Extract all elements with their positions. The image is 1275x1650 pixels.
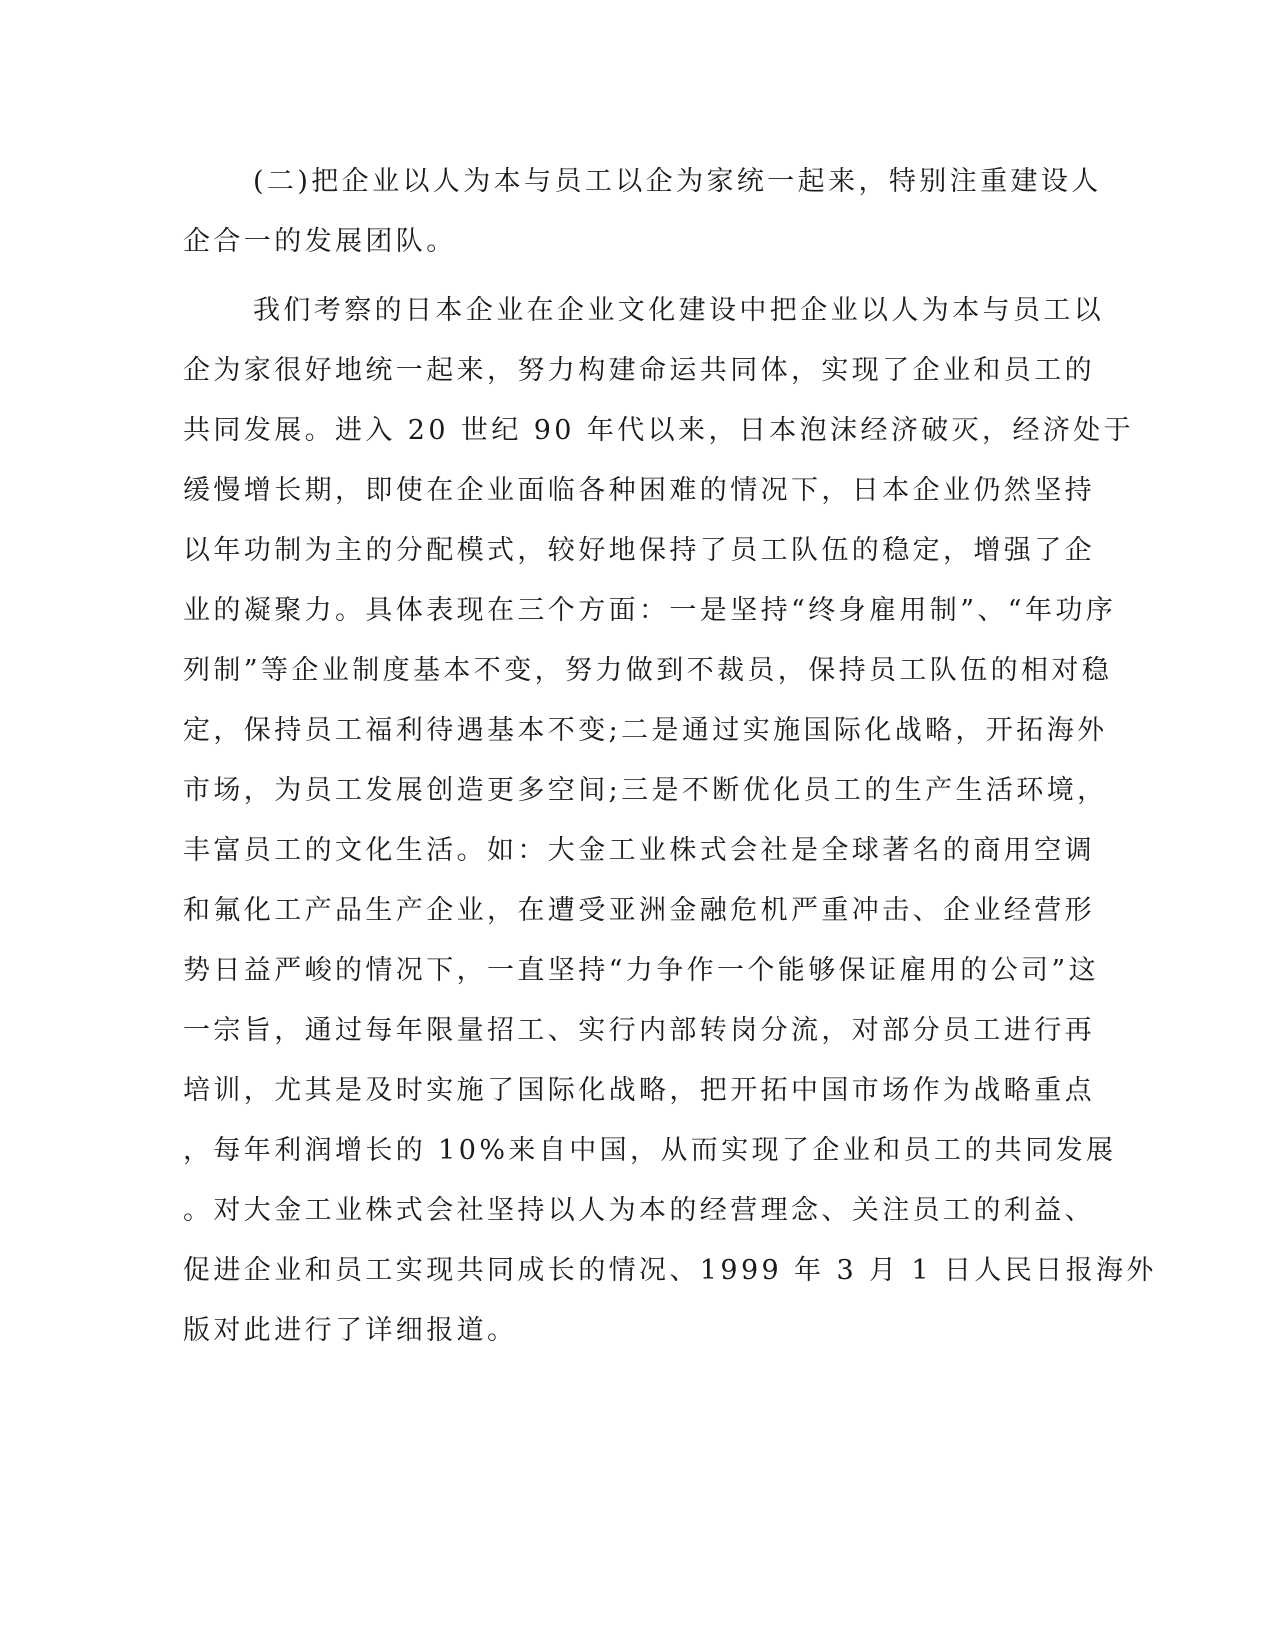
body-line: 以年功制为主的分配模式，较好地保持了员工队伍的稳定，增强了企: [183, 535, 1095, 566]
body-line: 我们考察的日本企业在企业文化建设中把企业以人为本与员工以: [253, 295, 1105, 326]
body-line: 促进企业和员工实现共同成长的情况、1999 年 3 月 1 日人民日报海外: [183, 1255, 1157, 1286]
body-line: 势日益严峻的情况下，一直坚持“力争作一个能够保证雇用的公司”这: [183, 955, 1100, 986]
body-line: 版对此进行了详细报道。: [183, 1315, 518, 1346]
paragraph-gap: [183, 272, 1043, 281]
body-line: 市场，为员工发展创造更多空间;三是不断优化员工的生产生活环境，: [183, 775, 1108, 806]
heading-line: 企合一的发展团队。: [183, 226, 457, 257]
body-line: 丰富员工的文化生活。如：大金工业株式会社是全球著名的商用空调: [183, 835, 1095, 866]
body-line: 定，保持员工福利待遇基本不变;二是通过实施国际化战略，开拓海外: [183, 715, 1108, 746]
body-line: 培训，尤其是及时实施了国际化战略，把开拓中国市场作为战略重点: [183, 1075, 1095, 1106]
body-line: ，每年利润增长的 10%来自中国，从而实现了企业和员工的共同发展: [183, 1135, 1117, 1166]
body-line: 缓慢增长期，即使在企业面临各种困难的情况下，日本企业仍然坚持: [183, 475, 1095, 506]
document-text: [183, 152, 1157, 1361]
body-line: 一宗旨，通过每年限量招工、实行内部转岗分流，对部分员工进行再: [183, 1015, 1095, 1046]
body-line: 。对大金工业株式会社坚持以人为本的经营理念、关注员工的利益、: [183, 1195, 1095, 1226]
body-line: 企为家很好地统一起来，努力构建命运共同体，实现了企业和员工的: [183, 355, 1095, 386]
heading-line: (二)把企业以人为本与员工以企为家统一起来，特别注重建设人: [253, 166, 1102, 197]
body-line: 共同发展。进入 20 世纪 90 年代以来，日本泡沫经济破灭，经济处于: [183, 415, 1135, 446]
body-line: 业的凝聚力。具体表现在三个方面：一是坚持“终身雇用制”、“年功序: [183, 595, 1117, 626]
body-line: 和氟化工产品生产企业，在遭受亚洲金融危机严重冲击、企业经营形: [183, 895, 1095, 926]
body-line: 列制”等企业制度基本不变，努力做到不裁员，保持员工队伍的相对稳: [183, 655, 1113, 686]
